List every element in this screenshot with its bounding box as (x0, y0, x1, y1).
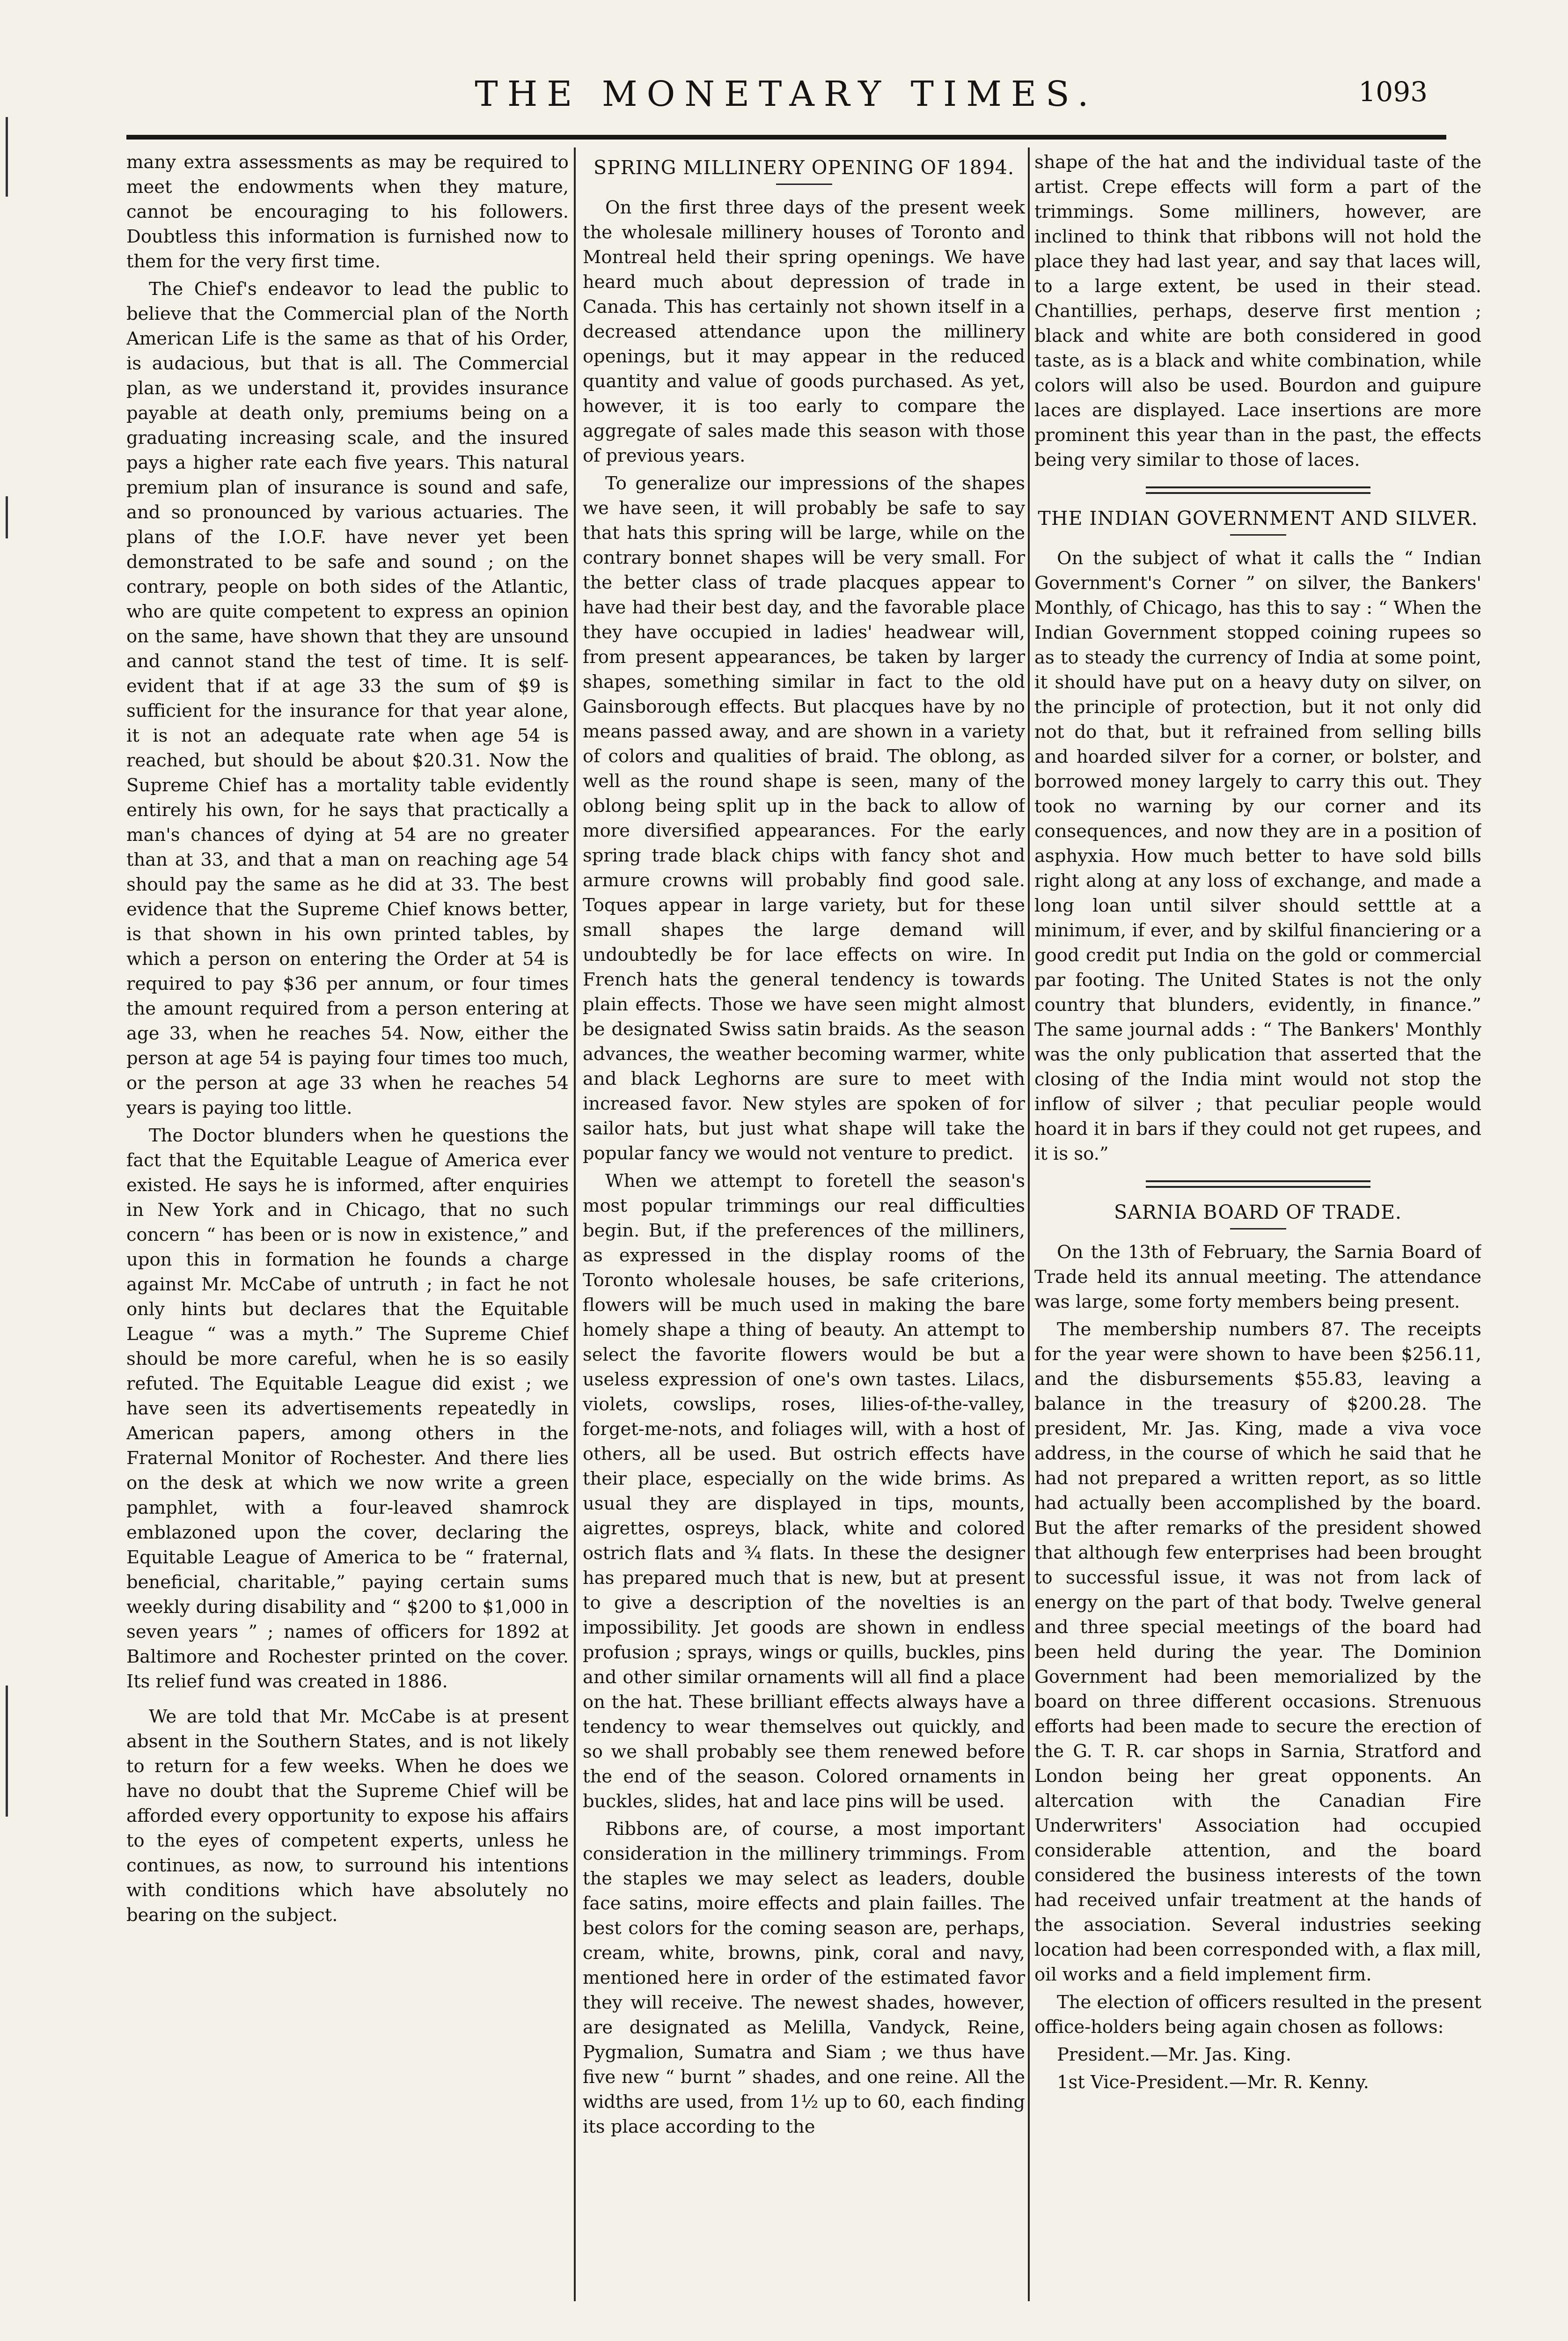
column-3 (1034, 150, 1481, 2285)
column-2 (583, 150, 1025, 2285)
margin-mark (6, 117, 14, 197)
paragraph: On the 13th of February, the Sarnia Board of Trade held its annual meeting. The attendance was large, some forty members being present. (1034, 1242, 1481, 1312)
paragraph: The Chief's endeavor to lead the public to believe that the Commercial plan of the North American Life is the same as that of his Order, is audacious, but that is all. The Commercial plan, as we understand it, provides insurance payable at death only, premiums being on a graduating increasing scale, and the insured pays a higher rate each five years. This natural premium plan of insurance is sound and safe, and so pronounced by various actuaries. The plans of the I.O.F. have never yet been demonstrated to be safe and sound ; on the contrary, people on both sides of the Atlantic, who are quite competent to express an opinion on the same, have shown that they are unsound and cannot stand the test of time. It is self-evident that if at age 33 the sum of $9 is sufficient for the insurance for that year alone, it is not an adequate rate when age 54 is reached, but should be about $20.31. Now the Supreme Chief has a mortality table evidently entirely his own, for he says that practically a man's chances of dying at 54 are no greater than at 33, and that a man on reaching age 54 should pay the same as he did at 33. The best evidence that the Supreme Chief knows better, is that shown in his own printed tables, by which a person on entering the Order at 54 is required to pay $36 per annum, or four times the amount required from a person entering at age 33, when he reaches 54. Now, either the person at age 54 is paying four times too much, or the person at age 33 when he reaches 54 years is paying too little. (126, 279, 569, 1119)
paragraph: We are told that Mr. McCabe is at present absent in the Southern States, and is not likely to return for a few weeks. When he does we have no doubt that the Supreme Chief will be afforded every opportunity to expose his affairs to the eyes of competent experts, unless he continues, as now, to surround his intentions with conditions which have absolutely no bearing on the subject. (126, 1706, 569, 1926)
article-heading-silver: THE INDIAN GOVERNMENT AND SILVER. (1038, 507, 1478, 530)
paragraph: On the first three days of the present week the wholesale millinery houses of Toronto and Montreal held their spring openings. We have heard much about depression of trade in Canada. This has certainly not shown itself in a decreased attendance upon the millinery openings, but it may appear in the reduced quantity and value of goods purchased. As yet, however, it is too early to compare the aggregate of sales made this season with those of previous years. (583, 197, 1025, 466)
paragraph: To generalize our impressions of the shapes we have seen, it will probably be safe to say that hats this spring will be large, while on the contrary bonnet shapes will be very small. For the better class of trade placques appear to have had their best day, and the favorable place they have occupied in ladies' headwear will, from present appearances, be taken by larger shapes, something similar in fact to the old Gainsborough effects. But placques have by no means passed away, and are shown in a variety of colors and qualities of braid. The oblong, as well as the round shape is seen, many of the oblong being split up in the back to allow of more diversified appearances. For the early spring trade black chips with fancy shot and armure crowns will probably find good sale. Toques appear in large variety, but for these small shapes the large demand will undoubtedly be for lace effects on wire. In French hats the general tendency is towards plain effects. Those we have seen might almost be designated Swiss satin braids. As the season advances, the weather becoming warmer, white and black Leghorns are sure to meet with increased favor. New styles are spoken of for sailor hats, but just what shape will take the popular fancy we would not venture to predict. (583, 473, 1025, 1164)
paragraph: shape of the hat and the individual taste of the artist. Crepe effects will form a part of the trimmings. Some milliners, however, are inclined to think that ribbons will not hold the place they had last year, and say that laces will, to a large extent, be used in their stead. Chantillies, perhaps, deserve first mention ; black and white are both considered in good taste, as is a black and white combination, while colors will also be used. Bourdon and guipure laces are displayed. Lace insertions are more prominent this year than in the past, the effects being very similar to those of laces. (1034, 152, 1481, 471)
heading-rule (1230, 534, 1286, 536)
paragraph: The membership numbers 87. The receipts for the year were shown to have been $256.11, and the disbursements $55.83, leaving a balance in the treasury of $200.28. The president, Mr. Jas. King, made a viva voce address, in the course of which he said that he had not prepared a written report, as so little had actually been accomplished by the board. But the after remarks of the president showed that although few enterprises had been brought to successful issue, it was not from lack of energy on the part of that body. Twelve general and three special meetings of the board had been held during the year. The Dominion Government had been memorialized by the board on three different occasions. Strenuous efforts had been made to secure the erection of the G. T. R. car shops in Sarnia, Stratford and London being her great opponents. An altercation with the Canadian Fire Underwriters' Association had occupied considerable attention, and the board considered the business interests of the town had received unfair treatment at the hands of the association. Several industries seeking location had been corresponded with, a flax mill, oil works and a field implement firm. (1034, 1319, 1481, 1985)
paragraph: many extra assessments as may be required to meet the endowments when they mature, cannot be encouraging to his followers. Doubtless this information is furnished now to them for the very first time. (126, 152, 569, 272)
article-heading-millinery: SPRING MILLINERY OPENING OF 1894. (593, 156, 1015, 179)
margin-mark (6, 496, 14, 538)
paragraph: The Doctor blunders when he questions the fact that the Equitable League of America ever existed. He says he is informed, after enquiries in New York and in Chicago, that no such concern “ has been or is now in existence,” and upon this in formation he founds a charge against Mr. McCabe of untruth ; in fact he not only hints but declares that the Equitable League “ was a myth.” The Supreme Chief should be more careful, when he is so easily refuted. The Equitable League did exist ; we have seen its advertisements repeatedly in American papers, among others in the Fraternal Monitor of Rochester. And there lies on the desk at which we now write a green pamphlet, with a four-leaved shamrock emblazoned upon the cover, declaring the Equitable League of America to be “ fraternal, beneficial, charitable,” paying certain sums weekly during disability and “ $200 to $1,000 in seven years ” ; names of officers for 1892 at Baltimore and Rochester printed on the cover. Its relief fund was created in 1886. (126, 1125, 569, 1692)
column-rule (1028, 147, 1030, 2301)
paragraph: When we attempt to foretell the season's most popular trimmings our real difficulties begin. But, if the preferences of the milliners, as expressed in the display rooms of the Toronto wholesale houses, be safe criterions, flowers will be much used in making the bare homely shape a thing of beauty. An attempt to select the favorite flowers would be but a useless expression of one's own tastes. Lilacs, violets, cowslips, roses, lilies-of-the-valley, forget-me-nots, and foliages will, with a host of others, all be used. But ostrich effects have their place, especially on the wide brims. As usual they are displayed in tips, mounts, aigrettes, ospreys, black, white and colored ostrich flats and ¾ flats. In these the designer has prepared much that is new, but at present to give a description of the novelties is an impossibility. Jet goods are shown in endless profusion ; sprays, wings or quills, buckles, pins and other similar ornaments will all find a place on the hat. These brilliant effects always have a tendency to wear themselves out quickly, and so we shall probably see them renewed before the end of the season. Colored ornaments in buckles, slides, hat and lace pins will be used. (583, 1170, 1025, 1812)
margin-mark (6, 1686, 14, 1817)
masthead (126, 70, 1446, 122)
article-heading-sarnia: SARNIA BOARD OF TRADE. (1114, 1201, 1402, 1223)
column-rule (574, 147, 576, 2301)
heading-rule (1230, 1228, 1286, 1229)
masthead-rule (126, 135, 1446, 140)
page-number: 1093 (1358, 76, 1428, 108)
publication-title: THE MONETARY TIMES. (475, 74, 1098, 114)
paragraph: Ribbons are, of course, a most important consideration in the millinery trimmings. From the staples we may select as leaders, double face satins, moire effects and plain failles. The best colors for the coming season are, perhaps, cream, white, browns, pink, coral and navy, mentioned here in order of the estimated favor they will receive. The newest shades, however, are designated as Melilla, Vandyck, Reine, Pygmalion, Sumatra and Siam ; we thus have five new “ burnt ” shades, and one reine. All the widths are used, from 1½ up to 60, each finding its place according to the (583, 1818, 1025, 2137)
paragraph: On the subject of what it calls the “ Indian Government's Corner ” on silver, the Bankers' Monthly, of Chicago, has this to say : “ When the Indian Government stopped coining rupees so as to steady the currency of India at some point, it should have put on a heavy duty on silver, on the principle of protection, but it not only did not do that, but it refrained from selling bills and hoarded silver for a corner, or bolster, and borrowed money largely to carry this out. They took no warning by our corner and its consequences, and now they are in a position of asphyxia. How much better to have sold bills right along at any loss of exchange, and made a long loan until silver should setttle at a minimum, if ever, and by skilful financiering or a good credit put India on the gold or commercial par footing. The United States is not the only country that blunders, evidently, in finance.” The same journal adds : “ The Bankers' Monthly was the only publication that asserted that the closing of the India mint would not stop the inflow of silver ; that peculiar people would hoard it in bars if they could not get rupees, and it is so.” (1034, 548, 1481, 1164)
section-rule (1146, 1180, 1370, 1188)
column-1 (126, 150, 569, 2285)
heading-rule (776, 184, 832, 185)
officer-line: 1st Vice-President.—Mr. R. Kenny. (1057, 2072, 1369, 2093)
officer-line: President.—Mr. Jas. King. (1057, 2044, 1292, 2065)
section-rule (1146, 486, 1370, 494)
paragraph: The election of officers resulted in the present office-holders being again chosen as follows: (1034, 1992, 1481, 2038)
